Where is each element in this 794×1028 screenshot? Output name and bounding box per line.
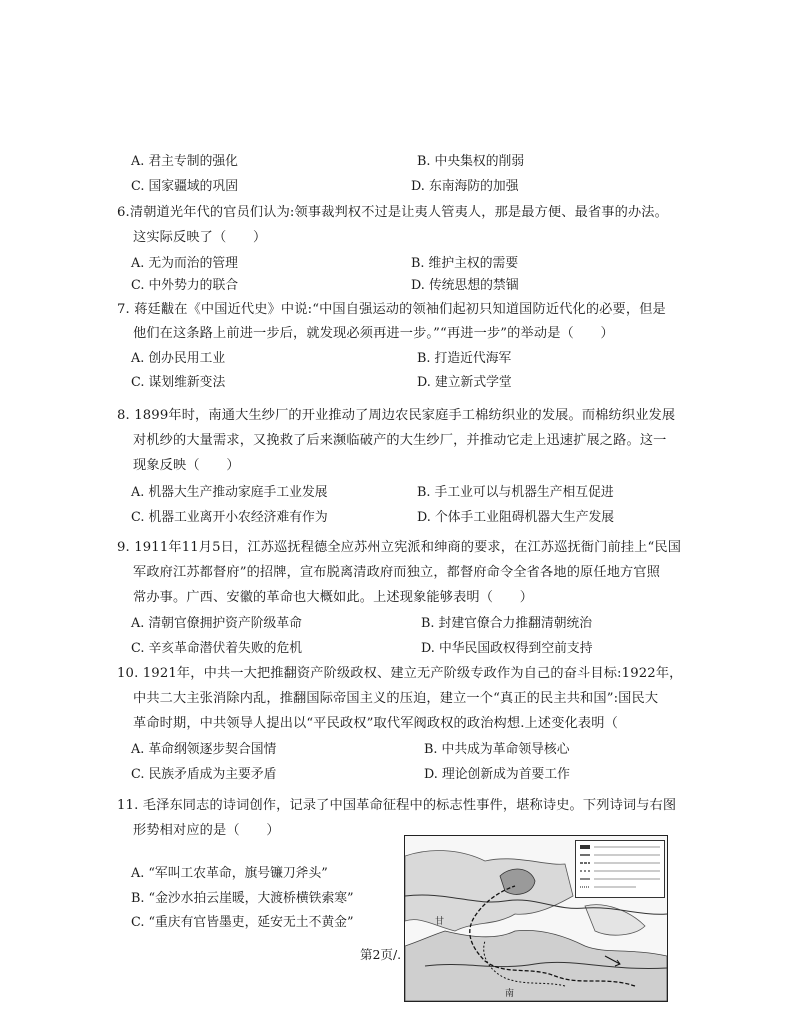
q7-option-c: C. 谋划维新变法 bbox=[131, 375, 226, 390]
q5-option-a: A. 君主专制的强化 bbox=[131, 154, 238, 169]
q8-stem-line1: 8. 1899年时，南通大生纱厂的开业推动了周边农民家庭手工棉纺织业的发展。而棉纺织业发展 bbox=[117, 408, 676, 423]
q10-stem-line2: 中共二大主张消除内乱，推翻国际帝国主义的压迫，建立一个“真正的民主共和国”:国民大 bbox=[133, 691, 659, 706]
long-march-map bbox=[404, 835, 668, 1002]
q9-stem-line3: 常办事。广西、安徽的革命也大概如此。上述现象能够表明（ ） bbox=[133, 590, 534, 605]
q11-option-a: A. “军叫工农革命，旗号镰刀斧头” bbox=[131, 866, 328, 881]
q7-option-b: B. 打造近代海军 bbox=[417, 351, 512, 366]
q7-option-d: D. 建立新式学堂 bbox=[417, 375, 512, 390]
q10-stem-line1: 10. 1921年，中共一大把推翻资产阶级政权、建立无产阶级专政作为自己的奋斗目标:1922年， bbox=[117, 666, 683, 681]
q10-stem-line3: 革命时期，中共领导人提出以“平民政权”取代军阀政权的政治构想.上述变化表明（ bbox=[133, 716, 618, 731]
q9-stem-line2: 军政府江苏都督府”的招牌，宣布脱离清政府而独立，都督府命令全省各地的原任地方官照 bbox=[133, 565, 661, 580]
q9-option-b: B. 封建官僚合力推翻清朝统治 bbox=[421, 616, 593, 631]
q11-stem-line1: 11. 毛泽东同志的诗词创作，记录了中国革命征程中的标志性事件，堪称诗史。下列诗词与右图 bbox=[117, 798, 677, 813]
q11-option-c: C. “重庆有官皆墨吏，延安无土不黄金” bbox=[131, 915, 354, 930]
q8-stem-line2: 对机纱的大量需求，又挽救了后来濒临破产的大生纱厂，并推动它走上迅速扩展之路。这一 bbox=[133, 433, 667, 448]
q6-option-b: B. 维护主权的需要 bbox=[411, 256, 519, 271]
q6-option-d: D. 传统思想的禁锢 bbox=[411, 278, 519, 293]
q7-option-a: A. 创办民用工业 bbox=[131, 351, 226, 366]
q9-option-c: C. 辛亥革命潜伏着失败的危机 bbox=[131, 641, 303, 656]
q10-option-d: D. 理论创新成为首要工作 bbox=[424, 767, 570, 782]
q7-stem-line1: 7. 蒋廷黻在《中国近代史》中说:“中国自强运动的领袖们起初只知道国防近代化的必要，但是 bbox=[117, 302, 666, 317]
q10-option-b: B. 中共成为革命领导核心 bbox=[424, 742, 570, 757]
q5-option-b: B. 中央集权的削弱 bbox=[417, 154, 525, 169]
q5-option-d: D. 东南海防的加强 bbox=[411, 179, 519, 194]
q8-option-c: C. 机器工业离开小农经济难有作为 bbox=[131, 510, 328, 525]
q11-stem-line2: 形势相对应的是（ ） bbox=[133, 823, 280, 838]
q9-option-a: A. 清朝官僚拥护资产阶级革命 bbox=[131, 616, 302, 631]
q5-option-c: C. 国家疆域的巩固 bbox=[131, 179, 239, 194]
q8-option-b: B. 手工业可以与机器生产相互促进 bbox=[417, 485, 614, 500]
q8-stem-line3: 现象反映（ ） bbox=[133, 458, 240, 473]
q9-option-d: D. 中华民国政权得到空前支持 bbox=[421, 641, 593, 656]
map-label-gansu: 甘 bbox=[435, 917, 445, 927]
q8-option-a: A. 机器大生产推动家庭手工业发展 bbox=[131, 485, 328, 500]
q6-stem-line1: 6.清朝道光年代的官员们认为:领事裁判权不过是让夷人管夷人，那是最方便、最省事的办法。 bbox=[117, 205, 668, 220]
q6-stem-line2: 这实际反映了（ ） bbox=[133, 230, 267, 245]
map-label-south: 南 bbox=[505, 989, 515, 999]
q6-option-a: A. 无为而治的管理 bbox=[131, 256, 238, 271]
page-number: 第2页/. bbox=[360, 947, 402, 962]
map-legend bbox=[575, 840, 665, 898]
q10-option-a: A. 革命纲领逐步契合国情 bbox=[131, 742, 277, 757]
q10-option-c: C. 民族矛盾成为主要矛盾 bbox=[131, 767, 277, 782]
q6-option-c: C. 中外势力的联合 bbox=[131, 278, 239, 293]
q8-option-d: D. 个体手工业阻碍机器大生产发展 bbox=[417, 510, 615, 525]
q9-stem-line1: 9. 1911年11月5日，江苏巡抚程德全应苏州立宪派和绅商的要求，在江苏巡抚衙门前挂上“民国 bbox=[117, 540, 682, 555]
q11-option-b: B. “金沙水拍云崖暖，大渡桥横铁索寒” bbox=[131, 891, 354, 906]
q7-stem-line2: 他们在这条路上前进一步后，就发现必须再进一步。”“再进一步”的举动是（ ） bbox=[133, 326, 614, 341]
